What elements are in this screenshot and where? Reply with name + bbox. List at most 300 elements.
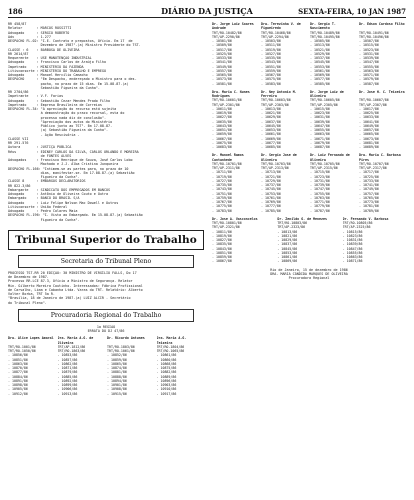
column-header: Dra. Maria A.G. de Oliveira (57, 336, 94, 345)
table-cell: - 10549/86 (212, 64, 232, 69)
table-cell: - 10619/86 (212, 111, 232, 115)
table-cell: - 10856/86 (8, 353, 28, 358)
signature-name: DRA. MARIA CÂNDIDA MARQUES DE OLIVEIRA (270, 271, 348, 276)
table-cell: - 10519/86 (261, 47, 281, 52)
table-cell: - 10831/86 (342, 238, 363, 242)
text-line: Embargado : BANCO DO BRASIL S/A (8, 196, 80, 201)
table-cell: TRT/RO-10703/86 (261, 161, 291, 166)
table-cell: - 10585/86 (310, 81, 330, 86)
text-line: Advogado : Sebastião Cezar Mendes Prado Filho (8, 98, 111, 103)
text-line: DESPACHO : "Em Despacho, endereçado o Ministro para o des- (8, 77, 137, 82)
text-line: DESPACHO FL.34: "A apreciação do recurso está sujeita (8, 107, 117, 111)
text-line: RR 2704/86 (8, 90, 29, 94)
text-line: Machado e J.J. Alba Cristina Junqueira (8, 162, 119, 167)
column-header: Dr. Sergio T. Nascimento (310, 22, 336, 31)
table-cell: - 10615/86 (310, 106, 330, 111)
text-line: RR 822.3/86 (8, 183, 31, 188)
table-cell: - 10906/86 (57, 387, 78, 392)
table-cell: - 10859/86 (107, 357, 127, 362)
table-cell: - 10789/86 (359, 208, 379, 213)
table-cell: TRT/AP-2294/86 (261, 34, 289, 39)
table-cell: - 10765/86 (359, 195, 379, 200)
table-cell: - 10543/86 (261, 60, 281, 65)
table-cell: - 10852/86 (107, 353, 127, 358)
table-cell: - 10645/86 (261, 123, 281, 128)
table-cell: - 10773/86 (359, 200, 379, 204)
table-cell: - 10673/86 (359, 136, 379, 141)
column-header: Dra. Alice Lopes Amaral (8, 336, 54, 341)
table-cell: - 10912/86 (8, 391, 28, 396)
table-cell: - 10731/86 (310, 178, 330, 183)
table-cell: TRT/RO-10803/86 (277, 221, 308, 225)
table-cell: - 10851/86 (212, 250, 232, 255)
table-cell: - 10719/86 (212, 174, 232, 179)
table-cell: TRT/RO-10496/86 (359, 34, 389, 39)
table-cell: - 10625/86 (359, 111, 379, 115)
text-line: RR 458/87 (8, 22, 27, 26)
table-cell: - 10755/86 (310, 191, 330, 196)
table-cell: - 10669/86 (261, 136, 281, 141)
table-cell: - 10515/86 (359, 43, 379, 48)
table-cell: - 10779/86 (310, 204, 330, 209)
table-cell: - 10539/86 (359, 56, 379, 60)
table-cell: - 10541/86 (212, 60, 232, 65)
table-cell: - 10553/86 (310, 64, 330, 69)
table-cell: - 10913/86 (57, 391, 78, 396)
table-cell: - 10685/86 (261, 145, 281, 149)
column-header: Dra. Maria A.G. Teixeira (156, 336, 187, 345)
text-line: Relator : MARCOS ROSSITTI (8, 26, 72, 31)
text-line: Requerente : USE MANUTENÇÃO INDUSTRIAL (8, 56, 92, 60)
process-table-left (8, 336, 204, 396)
table-cell: - 10813/86 (277, 229, 298, 234)
table-cell: - 10723/86 (310, 174, 330, 179)
table-cell: TRT/RO-1061/86 (107, 349, 135, 353)
text-line: Advogado : Francisco Carlos de Araújo Filho (8, 60, 106, 65)
table-cell: - 10769/86 (261, 200, 281, 204)
procuradoria-title: Procuradoria Regional do Trabalho (18, 309, 194, 322)
table-cell: - 10627/86 (212, 115, 232, 120)
table-cell: - 10559/86 (261, 68, 281, 73)
text-line: do Tribunal Pleno". (8, 300, 47, 305)
table-cell: - 10785/86 (261, 208, 281, 213)
table-cell: - 10881/86 (107, 370, 127, 375)
table-cell: - 10859/86 (212, 255, 232, 259)
table-cell: - 10635/86 (212, 119, 232, 124)
table-cell: - 10715/86 (310, 170, 330, 175)
table-cell: - 10751/86 (212, 191, 232, 196)
column-header: Dr. Manoel Ramos Cantanhede (212, 153, 244, 162)
table-cell: - 10629/86 (261, 115, 281, 120)
table-cell: - 10845/86 (277, 246, 298, 251)
table-cell: - 10910/86 (156, 387, 177, 392)
table-cell: TRT/RO-10491/86 (359, 30, 389, 35)
column-header: Dr. Fernando V. Barbosa (342, 216, 389, 221)
text-line: Figueira da Cunha". (8, 175, 80, 179)
table-cell: - 10835/86 (212, 242, 232, 247)
table-cell: - 10847/86 (342, 246, 363, 251)
table-cell: - 10633/86 (359, 115, 379, 120)
table-cell: - 10577/86 (310, 77, 330, 82)
table-cell: - 10889/86 (156, 374, 177, 379)
table-cell: TRT/AP-2321/86 (212, 225, 240, 230)
text-line: DESPACHO FL.02: "I.E. Contrato e prepostos, Ofício. Em 17 de (8, 39, 133, 43)
column-header: Dr. Sergio Jose de Oliveira (261, 153, 297, 162)
text-line: dias, manifestar-se. Em 17.08.87.(a) Sebastião (8, 170, 135, 175)
text-line: Advogado : Pedro Colares Maia (8, 209, 78, 213)
text-line: Advogado : Antônio de Oliveira Couto e Outra (8, 192, 109, 196)
table-cell: TRT/RO-10701/86 (212, 161, 242, 166)
table-cell: - 10783/86 (212, 208, 232, 213)
table-cell: - 10659/86 (212, 132, 232, 137)
text-line: Advogados : Francisco Henrique de Souza, José Carlos Lobo (8, 158, 133, 162)
table-cell: - 10867/86 (212, 259, 232, 264)
text-line: PROCESSO TST-RR 20 EDIÇÃO: 30 MINISTRO DE VIRGÍLIO FALLS, Do 17 (8, 270, 137, 275)
table-cell: - 10857/86 (57, 357, 78, 362)
table-cell: - 10771/86 (310, 200, 330, 204)
process-table-right-3 (212, 153, 406, 213)
table-cell: - 10677/86 (261, 140, 281, 145)
table-cell: - 10853/86 (277, 250, 298, 255)
table-cell: TRT/AP-2313/86 (261, 166, 289, 170)
table-cell: - 10717/86 (359, 170, 379, 175)
table-cell: - 10727/86 (212, 178, 232, 183)
table-cell: - 10741/86 (359, 183, 379, 187)
table-cell: - 10823/86 (342, 233, 363, 238)
text-line: Figueira da Cunha". (8, 217, 80, 222)
text-line: Advogado : Luiz Felipe Nelson Mac Dowell e Outros (8, 200, 119, 205)
table-cell: TRT/RO-1050/86 (8, 349, 36, 353)
table-cell: - 10571/86 (359, 73, 379, 77)
table-cell: - 10879/86 (57, 370, 78, 375)
table-cell: - 10882/86 (156, 370, 177, 375)
table-cell: - 10853/86 (57, 353, 78, 358)
text-line: - Ação Rescisória - (8, 132, 80, 137)
column-header: Dr. Jorge Luiz Soares Andrade (212, 22, 254, 31)
table-cell: - 10888/86 (107, 374, 127, 379)
table-cell: TRT/RO-1065/86 (156, 349, 185, 353)
table-cell: - 10663/86 (310, 132, 330, 137)
table-cell: - 10665/86 (359, 132, 379, 137)
text-line: DESPACHO FL.196: "I. Vista ao Embargado. Em 15.08.87.(a) Sebastião (8, 213, 143, 218)
dispatch-block (8, 22, 204, 222)
table-cell: - 10861/86 (277, 255, 298, 259)
table-cell: - 10767/86 (212, 200, 232, 204)
table-cell: - 10870/86 (8, 366, 28, 370)
table-cell: - 10529/86 (310, 51, 330, 56)
text-line: Litisconsorte : União Federal (8, 204, 68, 209)
text-line: Min. Gilberto Moreira Coutinho. Interessados: Fábrica Profissional (8, 283, 143, 288)
table-cell: TRT/AP-2307/86 (359, 102, 387, 107)
table-cell: - 10643/86 (212, 123, 232, 128)
table-cell: - 10901/86 (107, 383, 127, 387)
secretaria-title: Secretaria do Tribunal Pleno (18, 255, 194, 268)
tribunal-title: Tribunal Superior do Trabalho (8, 230, 204, 250)
text-line: Advogado : Manoel Hercílio Camacho (8, 73, 88, 77)
table-cell: - 10551/86 (261, 64, 281, 69)
text-line: (a) Sebastião Figueira da Cunha". (8, 128, 109, 133)
table-cell: - 10819/86 (212, 233, 232, 238)
table-cell: TRT/AP-2317/86 (359, 166, 387, 170)
text-line: Impetrante : V.F. Farias (8, 94, 64, 99)
table-cell: - 10851/86 (8, 357, 28, 362)
table-cell: - 10787/86 (310, 208, 330, 213)
table-cell: - 10815/86 (342, 229, 363, 234)
column-header: Dr. Zenildo G. de Menezes (277, 216, 327, 221)
errata-caption: ERRATA DO DJ 47/86 (87, 329, 125, 333)
page-number: 186 (8, 7, 23, 16)
table-cell: - 10775/86 (212, 204, 232, 209)
text-line: CLASSE 8 : EMBARGOS DECLARATÓRIOS (8, 179, 86, 184)
table-cell: - 10561/86 (310, 68, 330, 73)
table-cell: - 10869/86 (277, 259, 298, 264)
table-cell: - 10725/86 (359, 174, 379, 179)
table-cell: TRT/RO-1001/86 (8, 344, 36, 349)
table-cell: TRT/AP-2325/86 (342, 225, 371, 230)
table-cell: - 10898/86 (8, 383, 28, 387)
table-cell: - 10657/86 (359, 128, 379, 132)
table-cell: TRT/RO-10705/86 (310, 161, 340, 166)
text-line: Impetrado : MINISTÉRIO DA FAZENDA (8, 64, 84, 69)
table-cell: - 10863/86 (342, 255, 363, 259)
table-cell: TRT/RO-10603/86 (261, 98, 291, 103)
table-cell: - 10739/86 (310, 183, 330, 187)
table-cell: - 10745/86 (261, 187, 281, 192)
table-cell: - 10617/86 (359, 106, 379, 111)
table-cell: - 10545/86 (310, 60, 330, 65)
table-cell: - 10521/86 (310, 47, 330, 52)
table-cell: - 10781/86 (359, 204, 379, 209)
table-cell: - 10639/86 (310, 119, 330, 124)
table-cell: TRT/RO-1803/86 (107, 344, 135, 349)
table-cell: - 10641/86 (359, 119, 379, 124)
table-cell: - 10733/86 (359, 178, 379, 183)
table-cell: - 10583/86 (261, 81, 281, 86)
text-line: CLASSE : 6 : BARBOSA DE OLIVEIRA (8, 47, 80, 52)
table-cell: TRT/AP-2301/86 (212, 102, 240, 107)
table-cell: - 10675/86 (212, 140, 232, 145)
table-cell: - 10905/86 (8, 387, 28, 392)
text-line: DESPACHO FL.166: "Intimem-se as partes para, no prazo de 10 (8, 166, 129, 171)
text-line: Réus : EDINEY CARLOS DA SILVA, CARLOS ORLANDO E MOREIRA (8, 149, 139, 154)
text-line: Público junto ao TST". Em 17.08.87. (8, 124, 113, 128)
table-cell: - 10811/86 (212, 229, 232, 234)
table-cell: - 10661/86 (261, 132, 281, 137)
text-line: Impetrado : Empresa Brasileira de Correios (8, 102, 102, 107)
column-header: Dr. Ricardo Antunes (107, 336, 145, 341)
table-cell: - 10679/86 (310, 140, 330, 145)
text-line: Litisconsorte : MINISTÉRIO DO TRABALHO E EMPREGO (8, 68, 106, 73)
table-cell: - 10899/86 (57, 383, 78, 387)
table-cell: - 10681/86 (359, 140, 379, 145)
table-cell: - 10891/86 (8, 378, 28, 383)
column-header: Dr. Jose H. C. Teixeira (359, 89, 405, 94)
table-cell: - 10871/86 (342, 259, 363, 264)
column-header: Dr. Jose A. Vasconcelos (212, 216, 258, 221)
table-cell: - 10713/86 (261, 170, 281, 175)
table-cell: - 10547/86 (359, 60, 379, 65)
table-cell: TRT/AP-2315/86 (310, 166, 338, 170)
table-cell: TRT/RO-10801/86 (212, 221, 242, 225)
process-table-right-2 (212, 90, 406, 150)
table-cell: - 10611/86 (212, 106, 232, 111)
table-cell: - 10517/86 (212, 47, 232, 52)
table-cell: TRT/AP-2323/86 (277, 225, 306, 230)
table-cell: - 10667/86 (212, 136, 232, 141)
table-cell: - 10829/86 (277, 238, 298, 242)
table-cell: - 10613/86 (261, 106, 281, 111)
page-header (8, 4, 406, 18)
table-cell: - 10875/86 (156, 366, 177, 370)
table-cell: - 10653/86 (261, 128, 281, 132)
table-cell: - 10649/86 (359, 123, 379, 128)
column-header: Dr. Ney Antonio M. Ferreira (261, 89, 297, 98)
table-cell: - 10563/86 (359, 68, 379, 73)
table-cell: - 10896/86 (156, 378, 177, 383)
region-caption: 1a REGIÃO (96, 324, 116, 329)
table-cell: - 10523/86 (359, 47, 379, 52)
text-line: pacho, no prazo de 15 dias. Em 15.08.87.(a) (8, 81, 129, 86)
table-cell: - 10892/86 (57, 378, 78, 383)
left-column (8, 22, 204, 494)
table-cell: - 10753/86 (261, 191, 281, 196)
table-cell: - 10533/86 (212, 56, 232, 60)
text-line: Sebastião Figueira da Cunha". (8, 85, 100, 90)
signature-role: Procuradora Regional (288, 276, 330, 280)
table-cell: - 10863/86 (8, 361, 28, 366)
text-line: "Apreciação dos autos do Ministério (8, 119, 113, 124)
table-cell: - 10573/86 (212, 77, 232, 82)
table-cell: - 10581/86 (212, 81, 232, 86)
table-cell: - 10501/86 (212, 39, 232, 43)
table-cell: - 10535/86 (261, 56, 281, 60)
table-cell: TRT/AP-1812/86 (57, 344, 86, 349)
table-cell: - 10637/86 (261, 119, 281, 124)
table-cell: - 10503/86 (261, 39, 281, 43)
column-header: Dr. Edson Cardoso Filho (359, 22, 405, 26)
table-cell: - 10759/86 (212, 195, 232, 200)
table-cell: - 10917/86 (156, 391, 177, 396)
text-line: Valter Borba, TRT 5a R. (8, 292, 55, 296)
table-cell: TRT/AP-2303/86 (261, 102, 289, 107)
table-cell: TRT/RO-10468/86 (261, 30, 291, 35)
newspaper-title: DIÁRIO DA JUSTIÇA (161, 6, 253, 16)
column-header: Dr. Luiz Fernando de Oliveira (310, 153, 350, 162)
text-line: Dezembro de 1987".(a) Ministro Presidente do TST. (8, 43, 141, 48)
process-table-right-4 (212, 217, 406, 264)
table-cell: TRT/RO-10805/86 (342, 221, 373, 225)
table-cell: - 10865/86 (107, 361, 127, 366)
text-line: Autora : JUSTIÇA PÚBLICA (8, 145, 72, 150)
table-cell: - 10579/86 (359, 77, 379, 82)
table-cell: - 10531/86 (359, 51, 379, 56)
table-cell: - 10711/86 (212, 170, 232, 175)
text-line: processo nada diz de conclusão". (8, 115, 106, 120)
table-cell: - 10509/86 (212, 43, 232, 48)
table-cell: TRT/RO-1863/86 (57, 349, 86, 353)
table-cell: - 10743/86 (212, 187, 232, 192)
column-header: Dra. Terezinha V. de Figueiredo (261, 22, 301, 31)
table-cell: - 10868/86 (156, 361, 177, 366)
text-line: Embargante : SINDICATO DOS EMPREGADOS EM BANCOS (8, 187, 111, 192)
table-cell: - 10763/86 (310, 195, 330, 200)
table-cell: - 10555/86 (359, 64, 379, 69)
table-cell: - 10747/86 (310, 187, 330, 192)
table-cell: - 10647/86 (310, 123, 330, 128)
table-cell: - 10894/86 (107, 378, 127, 383)
table-cell: - 10843/86 (212, 246, 232, 251)
table-cell: - 10513/86 (310, 43, 330, 48)
table-cell: - 10505/86 (310, 39, 330, 43)
table-cell: - 10884/86 (8, 374, 28, 379)
text-line: CLASSE VII (8, 136, 29, 141)
table-cell: - 10511/86 (261, 43, 281, 48)
table-cell: - 10575/86 (261, 77, 281, 82)
table-cell: - 10507/86 (359, 39, 379, 43)
table-cell: - 10631/86 (310, 115, 330, 120)
table-cell: - 10837/86 (277, 242, 298, 247)
table-cell: - 10623/86 (310, 111, 330, 115)
table-cell: TRT/RO-10495/86 (310, 34, 340, 39)
table-cell: - 10527/86 (261, 51, 281, 56)
secretaria-text (8, 271, 204, 305)
table-cell: - 10915/86 (107, 391, 127, 396)
table-cell: TRT/RO-10605/86 (310, 98, 340, 103)
table-cell: - 10683/86 (212, 145, 232, 149)
text-line: de FONTES ALVES (8, 153, 72, 158)
table-cell: - 10827/86 (212, 238, 232, 242)
table-cell: - 10557/86 (212, 68, 232, 73)
table-cell: - 10877/86 (8, 370, 28, 375)
table-cell: - 10862/86 (57, 361, 78, 366)
table-cell: TRT/RO-10707/86 (359, 161, 389, 166)
table-cell: TRT/RO-10489/86 (310, 30, 340, 35)
table-cell: - 10671/86 (310, 136, 330, 141)
table-cell: - 10565/86 (212, 73, 232, 77)
table-cell: - 10525/86 (212, 51, 232, 56)
table-cell: - 10861/86 (156, 353, 177, 358)
text-line: à demonstração do prazo recursal, esta do (8, 111, 125, 116)
table-cell: - 10821/86 (277, 233, 298, 238)
table-cell: - 10749/86 (359, 187, 379, 192)
table-cell: TRT/RO-1804/86 (156, 344, 185, 349)
right-column (212, 22, 406, 494)
table-cell: - 10537/86 (310, 56, 330, 60)
column-header: Dra. Maria C. Barbosa Pires (359, 153, 401, 162)
table-cell: - 10908/86 (107, 387, 127, 392)
table-cell: - 10885/86 (57, 374, 78, 379)
text-line: Processo RR-LCE 87.3, Ofício a Ministro de Segurança. Relator (8, 279, 133, 284)
table-cell: - 10839/86 (342, 242, 363, 247)
text-line: "Brasília, 18 de Janeiro de 1987.(a) LUIZ ALCIR - Secretário (8, 296, 131, 301)
text-line: Advogado : SERGIO ROBERTO (8, 30, 70, 35)
table-cell: TRT/AP-2311/86 (212, 166, 240, 170)
text-line: RR 291.576 (8, 141, 29, 145)
table-cell: - 10621/86 (261, 111, 281, 115)
table-cell: - 10761/86 (261, 195, 281, 200)
table-cell: - 10651/86 (212, 128, 232, 132)
text-line: RR 2614/87 (8, 51, 29, 56)
table-cell: - 10587/86 (359, 81, 379, 86)
table-cell: - 10689/86 (359, 145, 379, 149)
table-cell: - 10721/86 (261, 174, 281, 179)
column-header: Dr. Jorge Luiz de Oliveira (310, 89, 344, 98)
text-line: de Dezembro de 1987. (8, 275, 49, 279)
table-cell: - 10874/86 (107, 366, 127, 370)
table-cell: - 10855/86 (342, 250, 363, 255)
issue-date: SEXTA-FEIRA, 10 JAN 1987 (298, 7, 406, 16)
table-cell: - 10737/86 (261, 183, 281, 187)
